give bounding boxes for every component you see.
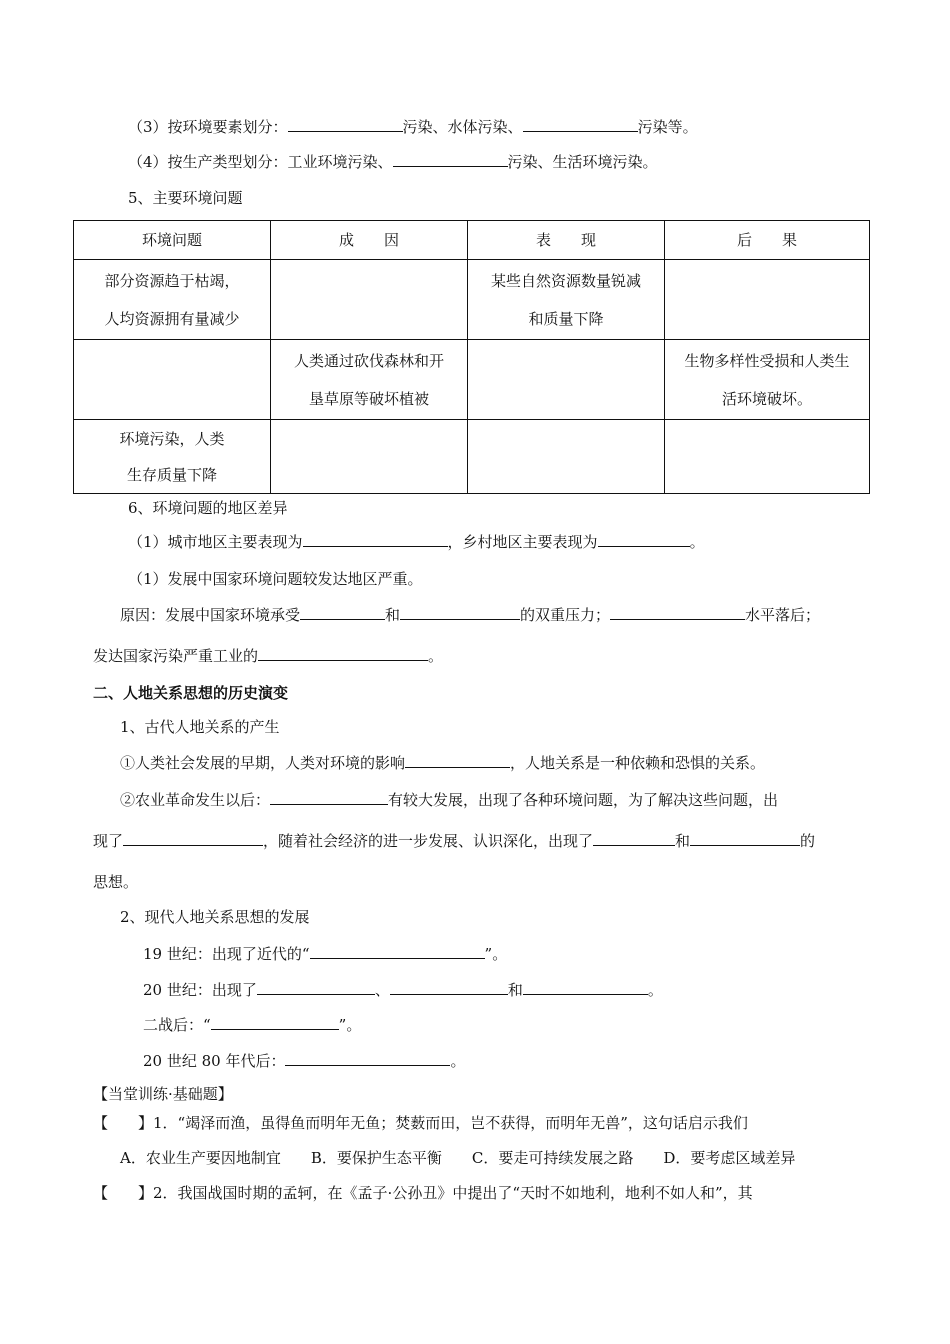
- para-1: ①人类社会发展的早期，人类对环境的影响 ，人地关系是一种依赖和恐惧的关系。: [120, 754, 766, 772]
- table-cell: 某些自然资源数量锐减 和质量下降: [468, 260, 665, 340]
- blank[interactable]: [123, 831, 263, 846]
- table-cell: 部分资源趋于枯竭， 人均资源拥有量减少: [74, 260, 271, 340]
- table-row: [74, 340, 870, 420]
- exercise-title: 【当堂训练·基础题】: [93, 1085, 233, 1103]
- sub-heading-2: 2、现代人地关系思想的发展: [120, 908, 310, 926]
- blank[interactable]: [598, 532, 690, 547]
- blank[interactable]: [523, 117, 638, 132]
- table-cell[interactable]: [665, 260, 870, 340]
- century-19-line: 19 世纪：出现了近代的“ ”。: [143, 945, 508, 963]
- question-1-options: A．农业生产要因地制宜 B．要保护生态平衡 C．要走可持续发展之路 D．要考虑区域差异: [120, 1149, 796, 1167]
- reason-line: 原因：发展中国家环境承受 和 的双重压力； 水平落后；: [120, 606, 821, 624]
- para-2: ②农业革命发生以后： 有较大发展，出现了各种环境问题，为了解决这些问题，出: [120, 791, 779, 809]
- para-3: 现了 ，随着社会经济的进一步发展、认识深化，出现了 和 的: [93, 832, 816, 850]
- table-cell[interactable]: [468, 340, 665, 420]
- table-cell[interactable]: [468, 420, 665, 494]
- para-4: 思想。: [93, 873, 139, 891]
- blank[interactable]: [257, 980, 375, 995]
- table-cell: 人类通过砍伐森林和开 垦草原等破坏植被: [271, 340, 468, 420]
- blank[interactable]: [300, 605, 385, 620]
- blank[interactable]: [405, 753, 510, 768]
- environment-problems-table: [73, 220, 870, 494]
- item3-line: （3）按环境要素划分： 污染、水体污染、 污染等。: [128, 118, 698, 136]
- part2-title: 二、人地关系思想的历史演变: [93, 684, 289, 702]
- table-row: [74, 420, 870, 494]
- reason-line-2: 发达国家污染严重工业的 。: [93, 647, 444, 665]
- question-1: 【 】1．“竭泽而渔，虽得鱼而明年无鱼；焚薮而田，岂不获得，而明年无兽”，这句话启示我们: [93, 1114, 748, 1132]
- answer-bracket[interactable]: 【 】: [93, 1114, 154, 1132]
- blank[interactable]: [288, 117, 403, 132]
- blank[interactable]: [610, 605, 745, 620]
- blank[interactable]: [211, 1015, 339, 1030]
- century-20-line: 20 世纪：出现了 、 和 。: [143, 981, 663, 999]
- question-2: 【 】2．我国战国时期的孟轲，在《孟子·公孙丑》中提出了“天时不如地利，地利不如人和”，其: [93, 1184, 753, 1202]
- blank[interactable]: [690, 831, 800, 846]
- blank[interactable]: [310, 944, 485, 959]
- table-cell[interactable]: [74, 340, 271, 420]
- blank[interactable]: [523, 980, 648, 995]
- heading-6: 6、环境问题的地区差异: [128, 499, 288, 517]
- answer-bracket[interactable]: 【 】: [93, 1184, 154, 1202]
- item4-line: （4）按生产类型划分：工业环境污染、 污染、生活环境污染。: [128, 153, 658, 171]
- blank[interactable]: [285, 1051, 450, 1066]
- region-line-1: （1）城市地区主要表现为 ，乡村地区主要表现为 。: [128, 533, 705, 551]
- table-header-cell: 后 果: [665, 221, 870, 260]
- heading-5: 5、主要环境问题: [128, 189, 243, 207]
- blank[interactable]: [393, 152, 508, 167]
- table-header-cell: 表 现: [468, 221, 665, 260]
- table-cell: 生物多样性受损和人类生 活环境破坏。: [665, 340, 870, 420]
- sub-heading-1: 1、古代人地关系的产生: [120, 718, 280, 736]
- table-cell[interactable]: [271, 260, 468, 340]
- table-row: [74, 260, 870, 340]
- blank[interactable]: [400, 605, 520, 620]
- table-header-row: [74, 221, 870, 260]
- blank[interactable]: [390, 980, 508, 995]
- blank[interactable]: [593, 831, 675, 846]
- blank[interactable]: [258, 646, 428, 661]
- century-20-80s-line: 20 世纪 80 年代后： 。: [143, 1052, 466, 1070]
- table-cell: 环境污染，人类 生存质量下降: [74, 420, 271, 494]
- blank[interactable]: [270, 790, 388, 805]
- table-header-cell: 环境问题: [74, 221, 271, 260]
- table-cell[interactable]: [665, 420, 870, 494]
- region-line-2: （1）发展中国家环境问题较发达地区严重。: [128, 570, 423, 588]
- blank[interactable]: [303, 532, 448, 547]
- table-header-cell: 成 因: [271, 221, 468, 260]
- postwar-line: 二战后：“ ”。: [143, 1016, 362, 1034]
- table-cell[interactable]: [271, 420, 468, 494]
